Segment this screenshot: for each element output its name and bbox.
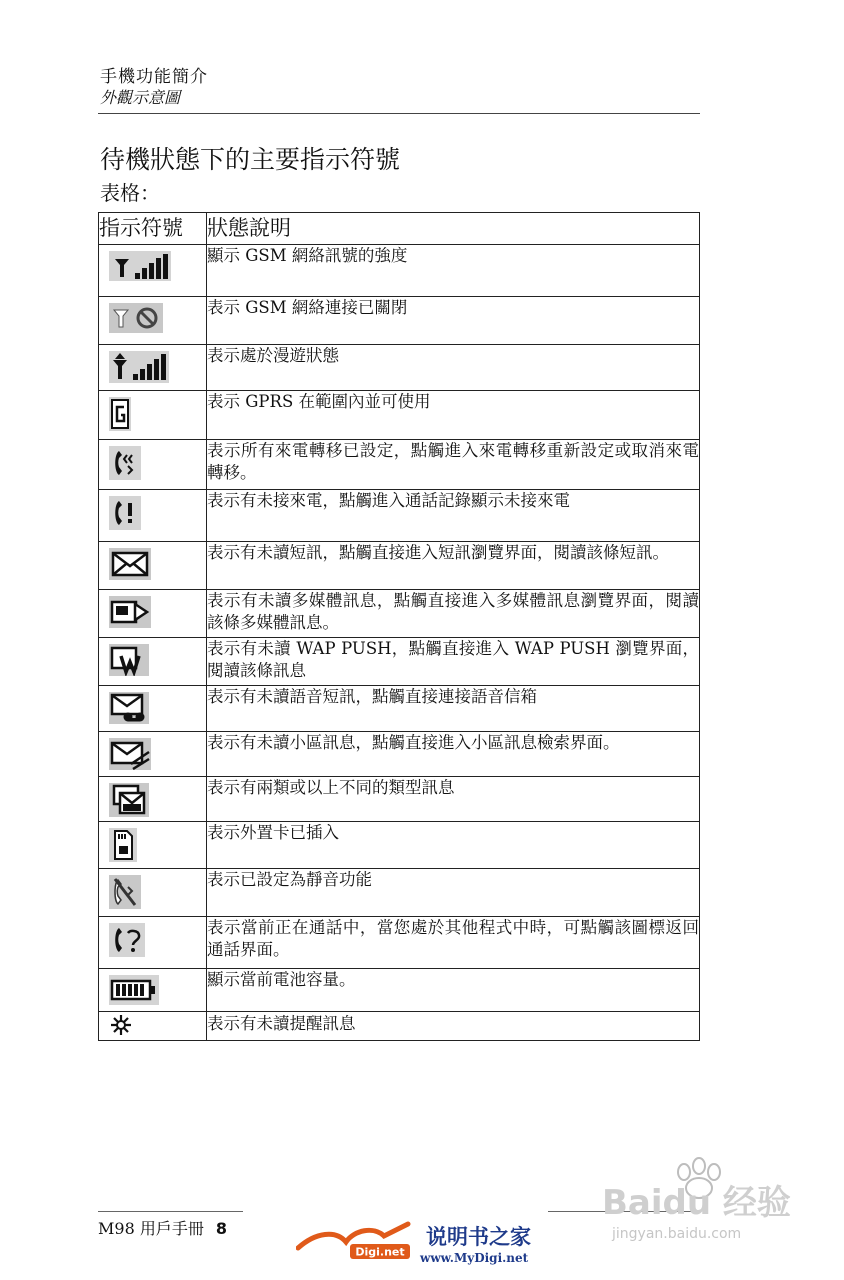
table-row [99,542,700,590]
footer [98,1216,227,1239]
battery-icon [109,975,206,1009]
row-description: 顯示 GSM 網絡訊號的強度 [207,245,700,297]
row-description: 表示處於漫遊狀態 [207,345,700,391]
call-forward-icon [109,446,206,484]
multiple-messages-icon [109,783,206,821]
table-row [99,440,700,490]
row-description: 表示已設定為靜音功能 [207,869,700,917]
table-row [99,590,700,638]
table-row [99,822,700,869]
table-header-row [99,213,700,245]
table-row [99,490,700,542]
row-description: 表示 GSM 網絡連接已關閉 [207,297,700,345]
row-description: 表示有未接來電，點觸進入通話記錄顯示未接來電 [207,490,700,542]
table-row [99,917,700,969]
missed-call-icon [109,496,206,534]
row-description: 表示外置卡已插入 [207,822,700,869]
header-divider [98,113,700,114]
unread-sms-icon [109,548,206,584]
row-description: 顯示當前電池容量。 [207,969,700,1012]
cell-broadcast-icon [109,738,206,774]
logo-badge-text: Digi.net [355,1245,405,1259]
reminder-icon [109,1014,206,1040]
row-description: 表示所有來電轉移已設定，點觸進入來電轉移重新設定或取消來電轉移。 [207,440,700,490]
table-row [99,345,700,391]
watermark-text: Baidu 经验 [602,1183,791,1223]
table-row [99,245,700,297]
baidu-watermark [598,1154,798,1248]
table-row [99,869,700,917]
logo-title-text: 说明书之家 [426,1225,531,1249]
active-call-icon [109,923,206,961]
wap-push-icon [109,644,206,680]
table-row [99,297,700,345]
header-section: 手機功能簡介 [100,67,208,87]
header-subsection: 外觀示意圖 [100,88,181,107]
signal-strength-icon [109,251,206,285]
silent-mode-icon [109,875,206,913]
unread-mms-icon [109,596,206,632]
table-row [99,391,700,440]
table-row [99,686,700,732]
row-description: 表示有未讀 WAP PUSH，點觸直接進入 WAP PUSH 瀏覽界面，閱讀該條訊息 [207,638,700,686]
row-description: 表示有未讀提醒訊息 [207,1012,700,1041]
table-label: 表格： [100,181,160,205]
row-description: 表示有未讀小區訊息，點觸直接進入小區訊息檢索界面。 [207,732,700,777]
row-description: 表示有兩類或以上不同的類型訊息 [207,777,700,822]
memory-card-icon [109,828,206,866]
indicator-table [98,212,700,1041]
row-description: 表示有未讀多媒體訊息，點觸直接進入多媒體訊息瀏覽界面，閱讀該條多媒體訊息。 [207,590,700,638]
table-row [99,1012,700,1041]
logo-url-text: www.MyDigi.net [420,1251,529,1265]
footer-manual-title: M98 用戶手冊 [98,1219,204,1238]
column-header-icon: 指示符號 [99,213,207,245]
table-row [99,732,700,777]
row-description: 表示有未讀語音短訊，點觸直接連接語音信箱 [207,686,700,732]
page-number: 8 [215,1219,227,1238]
voicemail-icon [109,692,206,728]
page-title: 待機狀態下的主要指示符號 [100,145,401,174]
table-row [99,638,700,686]
table-row [99,969,700,1012]
footer-divider [98,1211,243,1212]
watermark-url: jingyan.baidu.com [612,1226,742,1242]
network-off-icon [109,303,206,337]
table-row [99,777,700,822]
row-description: 表示 GPRS 在範圍內並可使用 [207,391,700,440]
gprs-icon [109,397,206,435]
row-description: 表示有未讀短訊，點觸直接進入短訊瀏覽界面，閱讀該條短訊。 [207,542,700,590]
column-header-status: 狀態說明 [207,213,700,245]
roaming-icon [109,351,206,387]
mydigi-logo [296,1220,546,1272]
row-description: 表示當前正在通話中，當您處於其他程式中時，可點觸該圖標返回通話界面。 [207,917,700,969]
